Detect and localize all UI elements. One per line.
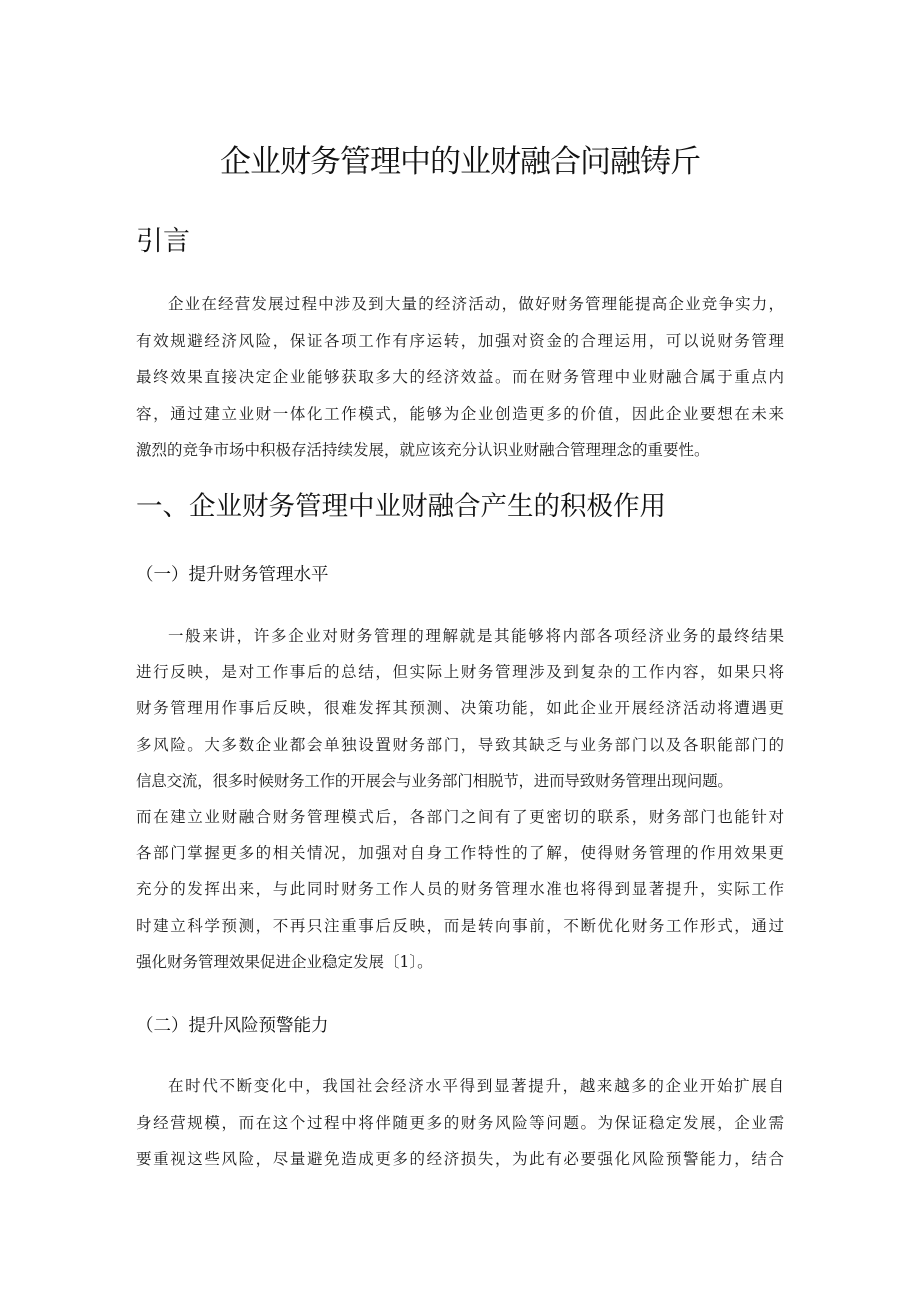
paragraph-line: 而在建立业财融合财务管理模式后，各部门之间有了更密切的联系，财务部门也能针对: [136, 808, 784, 827]
paragraph-line: 身经营规模，而在这个过程中将伴随更多的财务风险等问题。为保证稳定发展，企业需: [136, 1113, 784, 1132]
paragraph-line: 进行反映，是对工作事后的总结，但实际上财务管理涉及到复杂的工作内容，如果只将: [136, 663, 784, 682]
paragraph-line: 信息交流，很多时候财务工作的开展会与业务部门相脱节，进而导致财务管理出现问题。: [136, 771, 733, 790]
section-heading: 一、企业财务管理中业财融合产生的积极作用: [136, 491, 666, 522]
subsection-heading: （一）提升财务管理水平: [136, 565, 329, 585]
paragraph-line: 要重视这些风险，尽量避免造成更多的经济损失，为此有必要强化风险预警能力，结合: [136, 1150, 784, 1168]
paragraph-line: 各部门掌握更多的相关情况，加强对自身工作特性的了解，使得财务管理的作用效果更: [136, 844, 784, 863]
intro-paragraph: [136, 286, 784, 469]
document-title: 企业财务管理中的业财融合问融铸斤: [220, 144, 700, 180]
paragraph-line: 强化财务管理效果促进企业稳定发展〔1〕。: [136, 952, 433, 971]
paragraph-line: 最终效果直接决定企业能够获取多大的经济效益。而在财务管理中业财融合属于重点内: [136, 368, 784, 386]
paragraph-line: 时建立科学预测，不再只注重事后反映，而是转向事前，不断优化财务工作形式，通过: [136, 916, 784, 935]
intro-heading: 引言: [136, 226, 190, 257]
subsection-heading: （二）提升风险预警能力: [136, 1016, 329, 1036]
paragraph-line: 有效规避经济风险，保证各项工作有序运转，加强对资金的合理运用，可以说财务管理: [136, 331, 784, 350]
paragraph-line: 一般来讲，许多企业对财务管理的理解就是其能够将内部各项经济业务的最终结果: [168, 627, 784, 645]
paragraph-line: 充分的发挥出来，与此同时财务工作人员的财务管理水准也将得到显著提升，实际工作: [136, 880, 784, 899]
subsection-2-paragraph: [136, 1068, 784, 1178]
subsection-1-paragraph: [136, 618, 784, 980]
paragraph-line: 在时代不断变化中，我国社会经济水平得到显著提升，越来越多的企业开始扩展自: [168, 1077, 784, 1095]
paragraph-line: 容，通过建立业财一体化工作模式，能够为企业创造更多的价值，因此企业要想在未来: [136, 404, 784, 423]
paragraph-line: 激烈的竞争市场中积极存活持续发展，就应该充分认识业财融合管理理念的重要性。: [136, 441, 710, 459]
paragraph-line: 财务管理用作事后反映，很难发挥其预测、决策功能，如此企业开展经济活动将遭遇更: [136, 699, 784, 718]
paragraph-line: 企业在经营发展过程中涉及到大量的经济活动，做好财务管理能提高企业竞争实力，: [168, 295, 784, 313]
paragraph-line: 多风险。大多数企业都会单独设置财务部门，导致其缺乏与业务部门以及各职能部门的: [136, 735, 784, 754]
